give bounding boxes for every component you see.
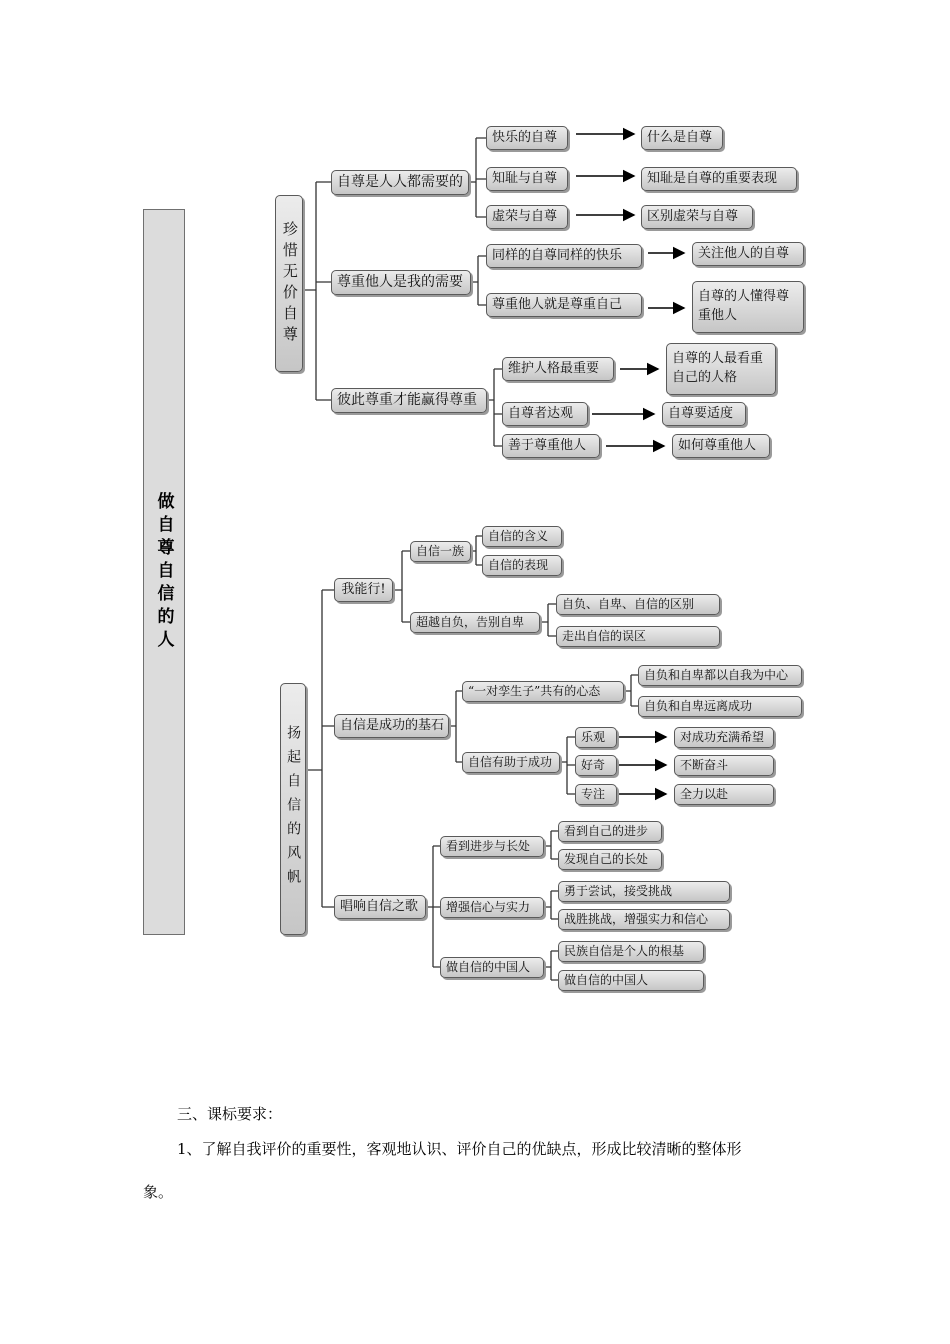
map2-c3-b-1: 勇于尝试，接受挑战 [558,881,730,902]
map1-b1-c: 虚荣与自尊 [486,205,568,229]
map1-branch-1: 自尊是人人都需要的 [331,170,469,195]
map2-branch-2: 自信是成功的基石 [334,714,449,738]
map1-b1-b-result: 知耻是自尊的重要表现 [641,167,797,191]
map2-c2-b-1-result: 对成功充满希望 [674,727,774,748]
map2-c3-c-2: 做自信的中国人 [558,970,704,991]
map2-c1-a-2: 自信的表现 [482,555,562,576]
map1-b3-b-result: 自尊要适度 [662,402,746,426]
map2-c3-a: 看到进步与长处 [440,836,544,857]
map2-branch-3: 唱响自信之歌 [334,895,426,919]
map1-b1-a: 快乐的自尊 [486,126,568,150]
map2-c3-a-2: 发现自己的长处 [558,849,662,870]
map2-c2-b-3-result: 全力以赴 [674,784,774,805]
map2-c1-a: 自信一族 [410,541,471,562]
map2-c1-b: 超越自负，告别自卑 [410,612,540,633]
map2-c1-a-1: 自信的含义 [482,526,562,547]
map1-branch-3: 彼此尊重才能赢得尊重 [331,388,487,413]
map1-b1-c-result: 区别虚荣与自尊 [641,205,753,229]
map1-b2-b: 尊重他人就是尊重自己 [486,293,642,317]
map1-b1-a-result: 什么是自尊 [641,126,723,150]
map1-b3-b: 自尊者达观 [502,402,588,426]
map2-c2-a: “一对孪生子”共有的心态 [462,681,624,702]
map2-c3-a-1: 看到自己的进步 [558,821,662,842]
map2-c3-c-1: 民族自信是个人的根基 [558,941,704,962]
map2-root: 扬起自信的风帆 [280,683,306,935]
map2-branch-1: 我能行! [334,578,393,602]
map2-c2-b: 自信有助于成功 [462,752,560,773]
map1-b3-a-result: 自尊的人最看重自己的人格 [666,343,776,395]
map1-b3-c: 善于尊重他人 [502,434,600,458]
map2-c3-b: 增强信心与实力 [440,897,544,918]
map1-b2-a: 同样的自尊同样的快乐 [486,244,642,268]
requirement-line-2: 象。 [143,1183,174,1201]
map1-b2-a-result: 关注他人的自尊 [692,242,804,266]
map2-c2-b-2-result: 不断奋斗 [674,755,774,776]
map2-c2-b-1: 乐观 [575,727,617,748]
map2-c2-b-2: 好奇 [575,755,617,776]
map1-branch-2: 尊重他人是我的需要 [331,270,471,295]
map2-c2-a-1: 自负和自卑都以自我为中心 [638,665,802,686]
map2-c2-a-2: 自负和自卑远离成功 [638,696,802,717]
map1-b1-b: 知耻与自尊 [486,167,568,191]
map1-b3-c-result: 如何尊重他人 [672,434,770,458]
map2-c1-b-1: 自负、自卑、自信的区别 [556,594,720,615]
requirement-line-1: 1、了解自我评价的重要性，客观地认识、评价自己的优缺点，形成比较清晰的整体形 [177,1140,742,1158]
map2-c3-b-2: 战胜挑战，增强实力和信心 [558,909,730,930]
map1-root: 珍惜无价自尊 [275,195,303,372]
map2-c2-b-3: 专注 [575,784,617,805]
side-title: 做自尊自信的人 [153,491,174,653]
map1-b3-a: 维护人格最重要 [502,357,614,381]
map2-c3-c: 做自信的中国人 [440,957,544,978]
section-heading: 三、课标要求： [177,1105,283,1123]
map1-b2-b-result: 自尊的人懂得尊重他人 [692,281,804,333]
map2-c1-b-2: 走出自信的误区 [556,626,720,647]
